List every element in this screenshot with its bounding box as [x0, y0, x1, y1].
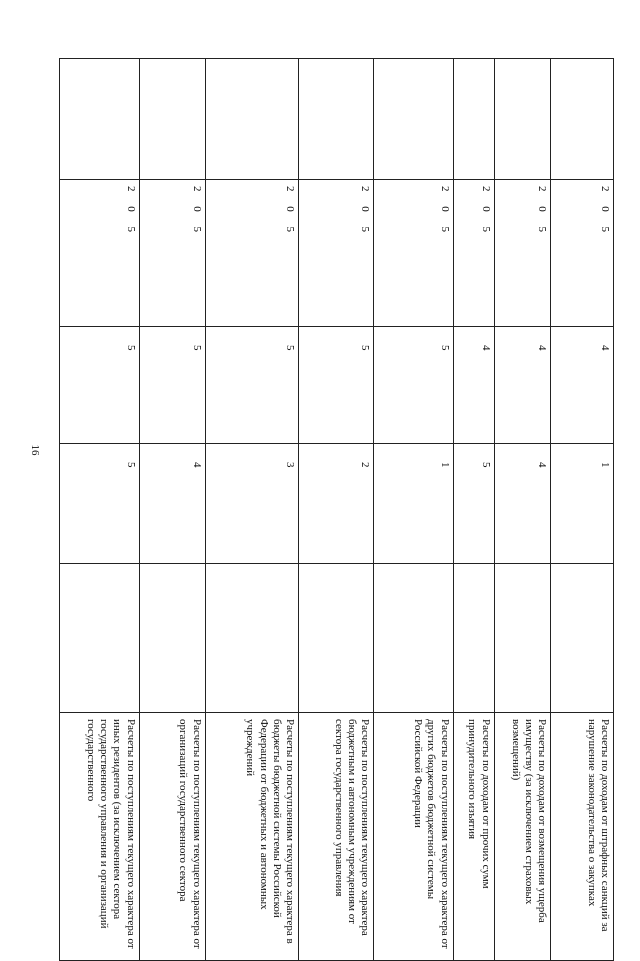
subcode-cell: 1: [374, 444, 454, 564]
analytic-code-cell: 4: [494, 327, 551, 444]
subcode-cell: 5: [60, 444, 140, 564]
empty-cell: [60, 59, 140, 180]
table-row: [139, 59, 205, 961]
empty-cell: [453, 564, 494, 713]
table-row: [453, 59, 494, 961]
empty-cell: [453, 59, 494, 180]
analytic-code-cell: 5: [298, 327, 373, 444]
table-row: [60, 59, 140, 961]
empty-cell: [139, 59, 205, 180]
account-code-cell: 2 0 5: [298, 180, 373, 327]
account-description-cell: Расчеты по поступлениям текущего характера от других бюджетов бюджетной системы Российской Федерации: [374, 713, 454, 961]
account-code-cell: 2 0 5: [60, 180, 140, 327]
analytic-code-cell: 5: [374, 327, 454, 444]
account-description-cell: Расчеты по доходам от штрафных санкций за нарушение законодательства о закупках: [551, 713, 614, 961]
empty-cell: [60, 564, 140, 713]
table-row: [494, 59, 551, 961]
account-code-cell: 2 0 5: [494, 180, 551, 327]
account-code-cell: 2 0 5: [139, 180, 205, 327]
account-code-cell: 2 0 5: [205, 180, 298, 327]
empty-cell: [494, 59, 551, 180]
account-code-cell: 2 0 5: [453, 180, 494, 327]
table-row: [298, 59, 373, 961]
empty-cell: [139, 564, 205, 713]
table-row: [551, 59, 614, 961]
empty-cell: [205, 59, 298, 180]
account-code-cell: 2 0 5: [551, 180, 614, 327]
subcode-cell: 3: [205, 444, 298, 564]
analytic-code-cell: 4: [551, 327, 614, 444]
empty-cell: [551, 59, 614, 180]
empty-cell: [374, 59, 454, 180]
account-description-cell: Расчеты по поступлениям текущего характера в бюджеты бюджетной системы Российской Федерации от бюджетных и автономных учреждений: [205, 713, 298, 961]
analytic-code-cell: 4: [453, 327, 494, 444]
analytic-code-cell: 5: [60, 327, 140, 444]
empty-cell: [205, 564, 298, 713]
table-row: [205, 59, 298, 961]
accounts-table-wrapper: [59, 58, 614, 949]
analytic-code-cell: 5: [205, 327, 298, 444]
accounts-table: [59, 58, 614, 961]
empty-cell: [374, 564, 454, 713]
account-description-cell: Расчеты по поступлениям текущего характера от организаций государственного сектора: [139, 713, 205, 961]
empty-cell: [298, 564, 373, 713]
empty-cell: [298, 59, 373, 180]
account-description-cell: Расчеты по поступлениям текущего характера от иных резидентов (за исключением сектора государственного управления и организаций государственного: [60, 713, 140, 961]
table-row: [374, 59, 454, 961]
subcode-cell: 5: [453, 444, 494, 564]
subcode-cell: 1: [551, 444, 614, 564]
subcode-cell: 4: [139, 444, 205, 564]
account-code-cell: 2 0 5: [374, 180, 454, 327]
page-number: 16: [29, 444, 41, 456]
empty-cell: [551, 564, 614, 713]
account-description-cell: Расчеты по поступлениям текущего характера бюджетным и автономным учреждениям от сектора государственного управления: [298, 713, 373, 961]
subcode-cell: 2: [298, 444, 373, 564]
account-description-cell: Расчеты по доходам от возмещения ущерба имуществу (за исключением страховых возмещений): [494, 713, 551, 961]
analytic-code-cell: 5: [139, 327, 205, 444]
empty-cell: [494, 564, 551, 713]
subcode-cell: 4: [494, 444, 551, 564]
account-description-cell: Расчеты по доходам от прочих сумм принудительного изъятия: [453, 713, 494, 961]
